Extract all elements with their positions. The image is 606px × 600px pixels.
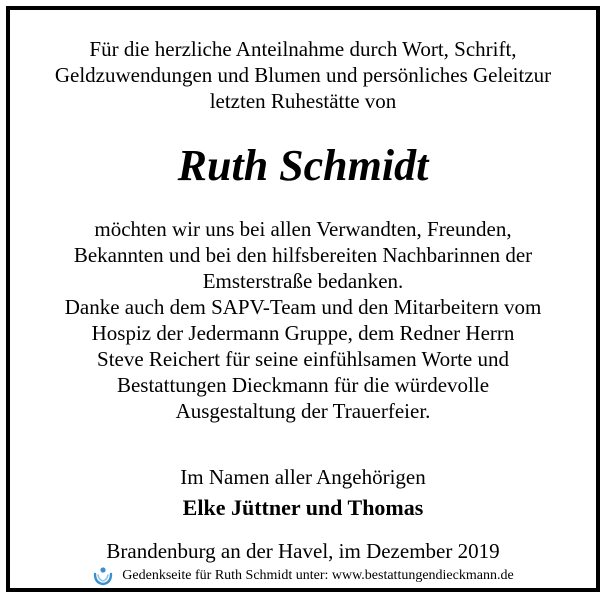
signoff-text: Im Namen aller Angehörigen — [180, 465, 426, 489]
memorial-page-footer[interactable] — [10, 566, 596, 586]
thanks-line: Emsterstraße bedanken. — [202, 269, 404, 293]
thanks-line: Ausgestaltung der Trauerfeier. — [175, 399, 431, 423]
signers-names: Elke Jüttner und Thomas — [182, 495, 424, 520]
thanks-line: Bestattungen Dieckmann für die würdevolle — [116, 373, 490, 397]
intro-line: letzten Ruhestätte von — [209, 89, 397, 113]
memorial-page-link-text[interactable]: Gedenkseite für Ruth Schmidt unter: www.bestattungendieckmann.de — [122, 568, 514, 583]
obituary-notice-frame — [6, 6, 600, 592]
memorial-logo-icon — [92, 566, 114, 586]
intro-text — [10, 36, 596, 114]
thanks-line: Bekannten und bei den hilfsbereiten Nachbarinnen der — [73, 243, 533, 267]
intro-line: Für die herzliche Anteilnahme durch Wort, Schrift, — [89, 37, 517, 61]
place-date: Brandenburg an der Havel, im Dezember 2019 — [106, 539, 500, 563]
deceased-name: Ruth Schmidt — [177, 141, 429, 190]
intro-line: Geldzuwendungen und Blumen und persönliches Geleitzur — [54, 63, 552, 87]
thanks-line: möchten wir uns bei allen Verwandten, Freunden, — [94, 217, 512, 241]
thanks-line: Hospiz der Jedermann Gruppe, dem Redner Herrn — [91, 321, 515, 345]
thanks-line: Steve Reichert für seine einfühlsamen Worte und — [97, 347, 509, 371]
thanks-line: Danke auch dem SAPV-Team und den Mitarbeitern vom — [64, 295, 542, 319]
thanks-text — [10, 216, 596, 424]
